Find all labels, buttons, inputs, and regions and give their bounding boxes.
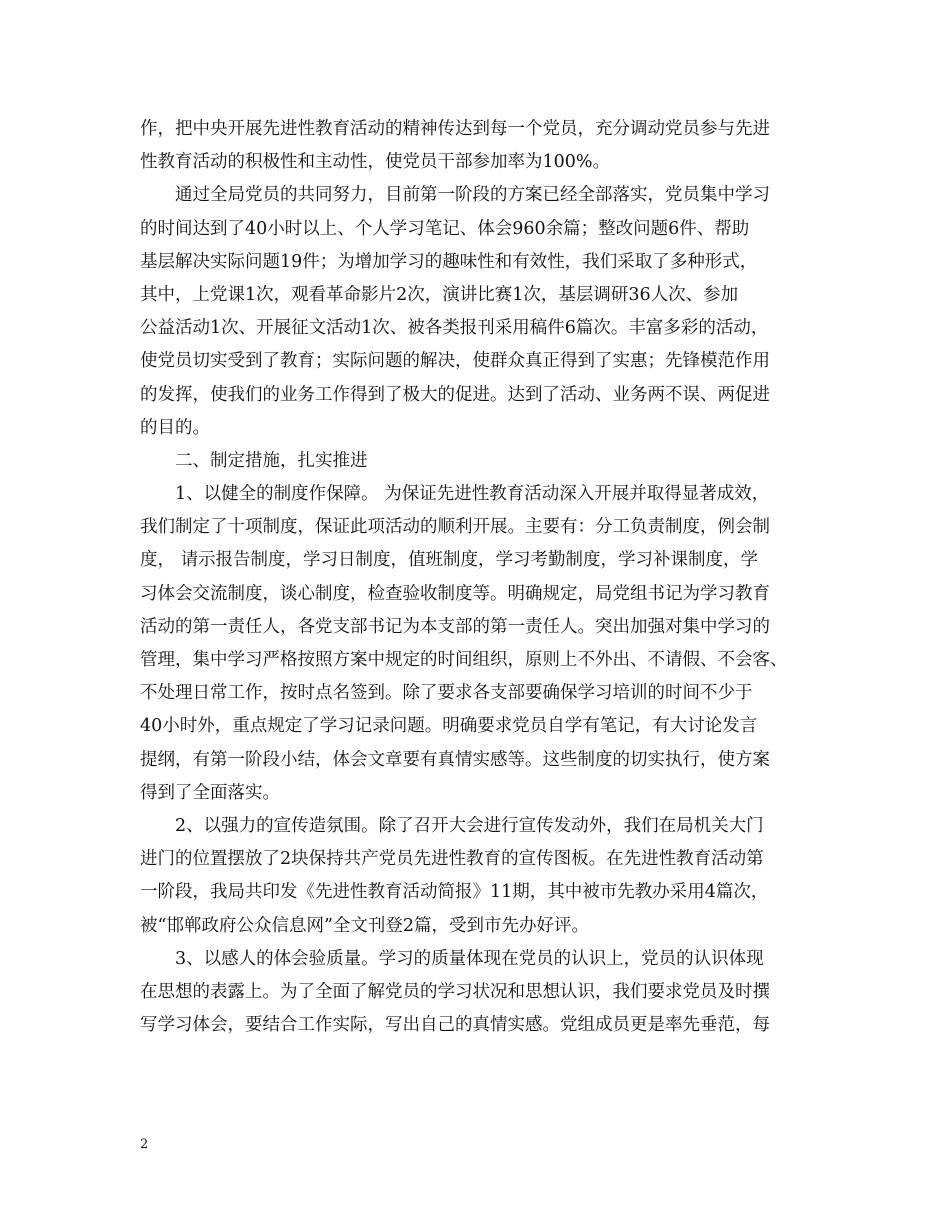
text-line: 写学习体会，要结合工作实际，写出自己的真情实感。党组成员更是率先垂范，每	[140, 1015, 770, 1036]
text-line: 使党员切实受到了教育；实际问题的解决，使群众真正得到了实惠；先锋模范作用	[140, 351, 770, 372]
text-line: 习体会交流制度，谈心制度，检查验收制度等。明确规定，局党组书记为学习教育	[140, 583, 770, 604]
text-line: 一阶段，我局共印发《先进性教育活动简报》11期，其中被市先教办采用4篇次，	[140, 882, 769, 903]
text-line: 进门的位置摆放了2块保持共产党员先进性教育的宣传图板。在先进性教育活动第	[140, 849, 764, 870]
text-line: 的目的。	[140, 417, 210, 438]
text-line: 公益活动1次、开展征文活动1次、被各类报刊采用稿件6篇次。丰富多彩的活动，	[140, 318, 769, 339]
text-line: 不处理日常工作，按时点名签到。除了要求各支部要确保学习培训的时间不少于	[140, 683, 753, 704]
document-body	[140, 113, 830, 1042]
text-line: 度， 请示报告制度，学习日制度，值班制度，学习考勤制度，学习补课制度，学	[140, 550, 759, 571]
text-line: 提纲，有第一阶段小结，体会文章要有真情实感等。这些制度的切实执行，使方案	[140, 749, 770, 770]
text-line: 40小时外，重点规定了学习记录问题。明确要求党员自学有笔记，有大讨论发言	[140, 716, 758, 737]
text-line: 性教育活动的积极性和主动性，使党员干部参加率为100%。	[140, 152, 611, 173]
text-line: 其中，上党课1次，观看革命影片2次，演讲比赛1次，基层调研36人次、参加	[140, 284, 739, 305]
text-line: 1、以健全的制度作保障。 为保证先进性教育活动深入开展并取得显著成效，	[175, 484, 770, 505]
text-line: 作，把中央开展先进性教育活动的精神传达到每一个党员，充分调动党员参与先进	[140, 119, 770, 139]
text-line: 3、以感人的体会验质量。学习的质量体现在党员的认识上，党员的认识体现	[175, 948, 764, 969]
text-line: 二、制定措施，扎实推进	[175, 450, 368, 471]
text-line: 在思想的表露上。为了全面了解党员的学习状况和思想认识，我们要求党员及时撰	[140, 981, 770, 1002]
text-line: 通过全局党员的共同努力，目前第一阶段的方案已经全部落实，党员集中学习	[175, 185, 770, 206]
text-line: 基层解决实际问题19件；为增加学习的趣味性和有效性，我们采取了多种形式，	[140, 251, 758, 272]
text-line: 我们制定了十项制度，保证此项活动的顺利开展。主要有：分工负责制度，例会制	[140, 517, 770, 538]
text-line: 的时间达到了40小时以上、个人学习笔记、体会960余篇；整改问题6件、帮助	[140, 218, 750, 239]
text-line: 得到了全面落实。	[140, 782, 280, 803]
page-number: 2	[140, 1137, 149, 1152]
text-line: 活动的第一责任人，各党支部书记为本支部的第一责任人。突出加强对集中学习的	[140, 616, 770, 637]
text-line: 2、以强力的宣传造氛围。除了召开大会进行宣传发动外，我们在局机关大门	[175, 815, 764, 836]
text-line: 被“邯郸政府公众信息网”全文刊登2篇，受到市先办好评。	[140, 915, 590, 936]
text-line: 管理，集中学习严格按照方案中规定的时间组织，原则上不外出、不请假、不会客、	[140, 650, 788, 670]
text-line: 的发挥，使我们的业务工作得到了极大的促进。达到了活动、业务两不误、两促进	[140, 384, 770, 405]
